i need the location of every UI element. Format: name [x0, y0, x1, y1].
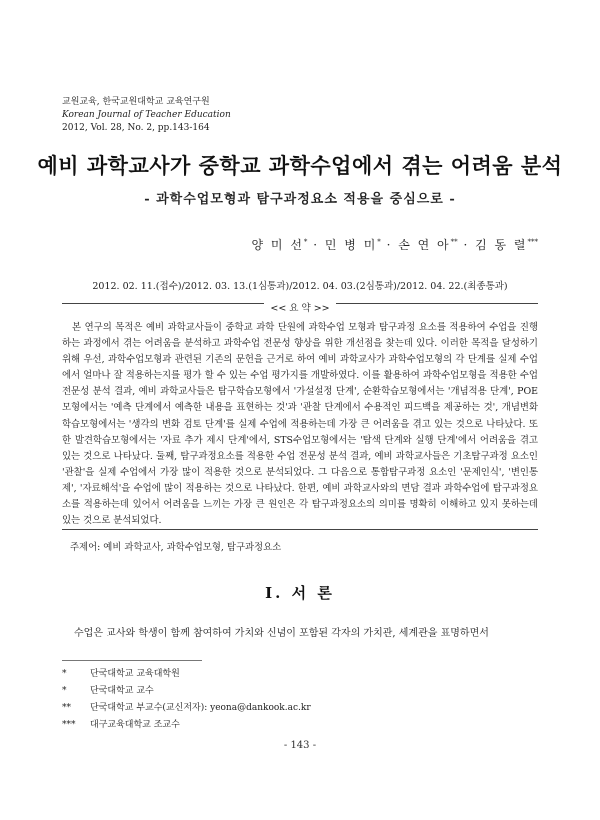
author-separator: ·	[380, 238, 399, 252]
footnote-text: 단국대학교 교수	[90, 686, 154, 696]
footnote-mark: *	[62, 669, 67, 679]
author-mark: ***	[527, 238, 538, 246]
author-name: 손 연 아	[398, 238, 451, 252]
journal-header	[62, 96, 231, 135]
journal-institution: 교원교육, 한국교원대학교 교육연구원	[62, 97, 210, 107]
abstract-bottom-rule	[62, 529, 538, 530]
author-list	[252, 236, 538, 253]
author-name: 양 미 선	[251, 238, 304, 252]
page-number: - 143 -	[283, 740, 317, 751]
footnote-text: 단국대학교 교육대학원	[90, 669, 180, 679]
footnote-item	[62, 666, 311, 683]
abstract-heading-wrap	[0, 296, 600, 315]
author-mark: **	[450, 238, 458, 246]
footnote-mark: **	[62, 703, 71, 713]
author-mark: *	[377, 238, 381, 246]
author-name: 민 병 미	[324, 238, 378, 252]
section-heading: Ⅰ. 서 론	[265, 584, 335, 602]
footnotes	[62, 666, 311, 734]
abstract-heading: << 요 약 >>	[264, 303, 335, 314]
author-mark: *	[303, 238, 308, 246]
paper-subtitle: - 과학수업모형과 탐구과정요소 적용을 중심으로 -	[144, 192, 456, 207]
journal-name: Korean Journal of Teacher Education	[62, 110, 231, 120]
footnote-text: 대구교육대학교 조교수	[90, 720, 180, 730]
submission-dates: 2012. 02. 11.(접수)/2012. 03. 13.(1심통과)/2012. 04. 03.(2심통과)/2012. 04. 22.(최종통과)	[92, 281, 508, 292]
footnote-text: 단국대학교 부교수(교신저자): yeona@dankook.ac.kr	[90, 703, 311, 713]
author-name: 김 동 렬	[475, 238, 528, 252]
author-separator: ·	[457, 238, 476, 252]
paper-title: 예비 과학교사가 중학교 과학수업에서 겪는 어려움 분석	[37, 153, 563, 178]
footnote-rule	[62, 660, 202, 661]
footnote-mark: *	[62, 686, 67, 696]
keywords: 주제어: 예비 과학교사, 과학수업모형, 탐구과정요소	[70, 542, 282, 553]
intro-paragraph: 수업은 교사와 학생이 함께 참여하여 가치와 신념이 포함된 각자의 가치관, 세계관을 표명하면서	[74, 628, 489, 639]
author-separator: ·	[307, 238, 325, 252]
journal-volume: 2012, Vol. 28, No. 2, pp.143-164	[62, 123, 210, 133]
footnote-item	[62, 683, 311, 700]
abstract-text: 본 연구의 목적은 예비 과학교사들이 중학교 과학 단원에 과학수업 모형과 탐구과정 요소를 적용하여 수업을 진행하는 과정에서 겪는 어려움을 분석하고 과학수업 전문성 향상을 위한 개선점을 찾는데 있다. 이러한 목적을 달성하기 위해 우선, 과학수업모형과 관련된 기존의 문헌을 근거로 하여 예비 과학교사가 과학수업모형의 각 단계를 실제 수업에서 얼마나 잘 적용하는지를 평가 할 수 있는 수업 평가지를 개발하였다. 이를 활용하여 과학수업모형을 적용한 수업 전문성 분석 결과, 예비 과학교사들은 탐구학습모형에서 '가설설정 단계', 순환학습모형에서는 '개념적용 단계', POE모형에서는 '예측 단계에서 예측한 내용을 표현하는 것'과 '관찰 단계에서 수용적인 피드백을 제공하는 것', 개념변화학습모형에서는 '생각의 변화 검토 단계'를 실제 수업에 적용하는데 가장 큰 어려움을 겪고 있는 것으로 나타났다. 또한 발견학습모형에서는 '자료 추가 제시 단계'에서, STS수업모형에서는 '탐색 단계와 실행 단계'에서 어려움을 겪고 있는 것으로 나타났다. 둘째, 탐구과정요소를 적용한 수업 전문성 분석 결과, 예비 과학교사들은 기초탐구과정 요소인 '관찰'을 실제 수업에서 가장 많이 적용한 것으로 분석되었다. 그 다음으로 통합탐구과정 요소인 '문제인식', '변인통제', '자료해석'을 수업에 많이 적용하는 것으로 나타났다. 한편, 예비 과학교사와의 면담 결과 과학수업에 탐구과정요소를 적용하는데 있어서 어려움을 느끼는 가장 큰 원인은 각 탐구과정요소의 의미를 명확히 이해하고 있지 못하는데 있는 것으로 분석되었다.	[62, 322, 538, 527]
footnote-item	[62, 717, 311, 734]
footnote-mark: ***	[62, 720, 76, 730]
footnote-item	[62, 700, 311, 717]
